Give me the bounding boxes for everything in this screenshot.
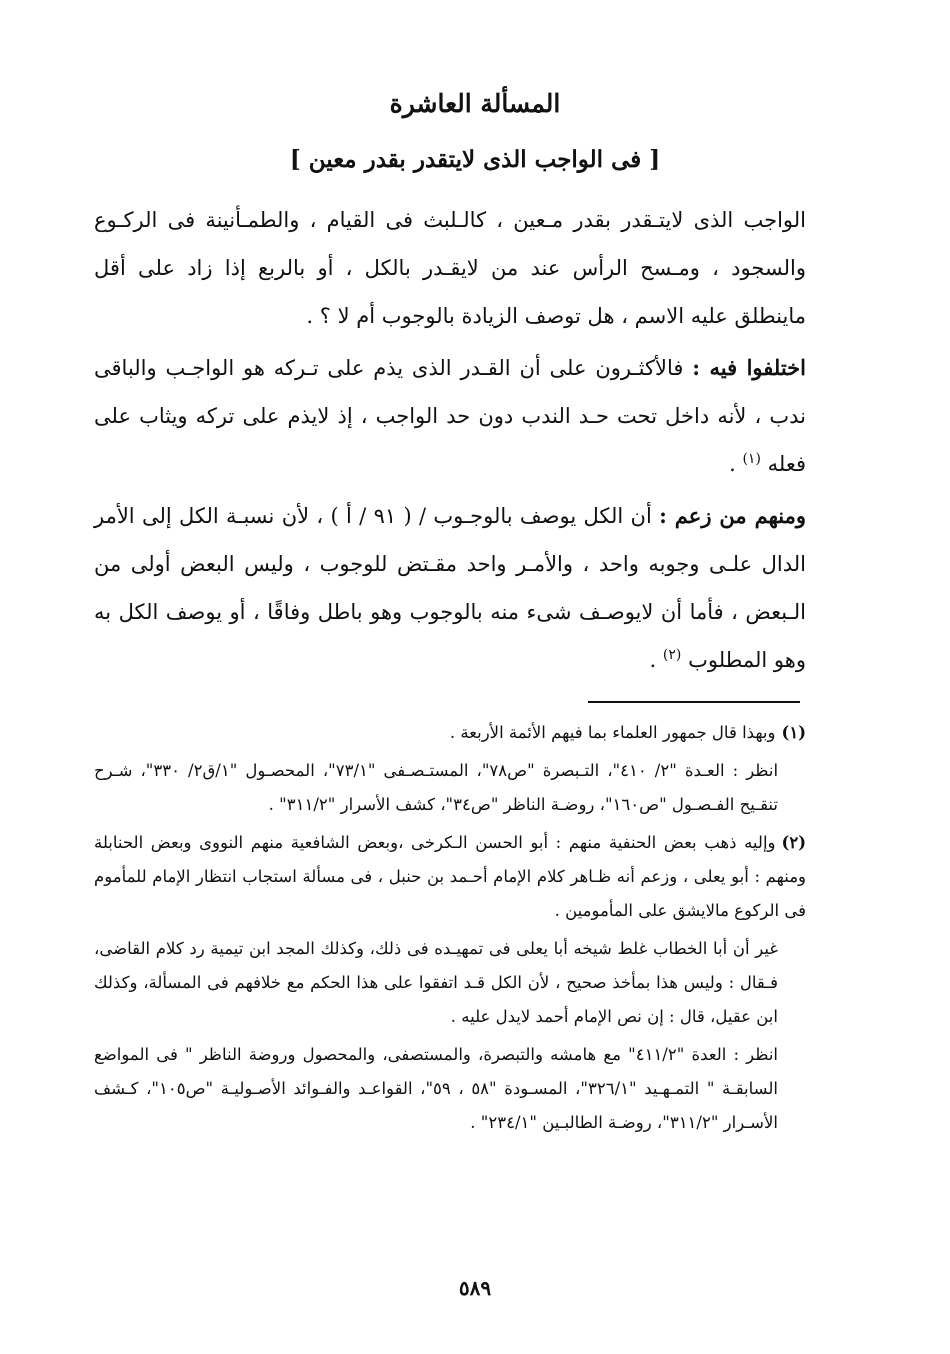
paragraph-minority-view bbox=[94, 492, 806, 684]
footnote-2-references: انظر : العدة "٤١١/٢" مع هامشه والتبصرة، والمستصفى، والمحصول وروضة الناظر " فى المواضع السابقـة " التمـهـيد "٣٢٦/١"، المسـودة "٥٨ ، ٥٩"، القواعـد والفـوائد الأصـوليـة "ص١٠٥"، كـشف الأسـرار "٣١١/٢"، روضـة الطالبـين "٢٣٤/١" . bbox=[94, 1045, 779, 1132]
chapter-title: المسألة العاشرة bbox=[389, 89, 561, 118]
footnote-ref-1: (١) bbox=[742, 451, 761, 467]
footnote-1 bbox=[94, 716, 806, 750]
footnote-2 bbox=[94, 826, 806, 928]
footnote-2-continuation: غير أن أبا الخطاب غلط شيخه أبا يعلى فى تمهيـده فى ذلك، وكذلك المجد ابن تيمية رد كلام القاضى، فـقال : وليس هذا بمأخذ صحيح ، لأن الكل قـد اتفقوا على هذا الحكم مع خلافهم فى المسألة، وكذلك ابن عقيل، قال : إن نص الإمام أحمد لايدل عليه . bbox=[94, 939, 778, 1026]
page-number: ٥٨٩ bbox=[458, 1276, 492, 1300]
paragraph-intro-text: الواجب الذى لايتـقدر بقدر مـعين ، كالـلبث فى القيام ، والطمـأنينة فى الركـوع والسجود ، ومـسح الرأس عند من لايقـدر بالكل ، أو بالربع إذا زاد على أقل ماينطلق عليه الاسم ، هل توصف الزيادة بالوجوب أم لا ؟ . bbox=[94, 208, 806, 328]
footnote-separator bbox=[588, 701, 800, 703]
chapter-subtitle: [ فى الواجب الذى لايتقدر بقدر معين ] bbox=[289, 146, 661, 173]
paragraph-body: أن الكل يوصف بالوجـوب / ( ٩١ / أ ) ، لأن نسبـة الكل إلى الأمر الدال علـى وجوبه واحد ، والأمـر واحد مقـتض للوجوب ، وليس البعض أولى من الـبعض ، فأما أن لايوصـف شىء منه بالوجوب وهو باطل وفاقًا ، أو يوصف الكل به وهو المطلوب bbox=[94, 504, 806, 672]
footnote-ref-2: (٢) bbox=[662, 647, 682, 663]
paragraph-end: . bbox=[729, 452, 736, 476]
footnote-text: وإليه ذهب بعض الحنفية منهم : أبو الحسن الـكرخى ،وبعض الشافعية منهم النووى وبعض الحنابلة ومنهم : أبو يعلى ، وزعم أنه ظـاهر كلام الإمام أحـمد بن حنبل ، فى مسألة استجاب انتظار الإمام للمأموم فى الركوع مالايشق على المأمومين . bbox=[94, 833, 806, 920]
paragraph-lead: ومنهم من زعم : bbox=[659, 503, 806, 528]
paragraph-end: . bbox=[649, 648, 657, 672]
footnote-number: (١) bbox=[781, 723, 806, 742]
paragraph-lead: اختلفوا فيه : bbox=[692, 355, 806, 380]
paragraph-majority-view bbox=[94, 344, 806, 488]
footnote-text: وبهذا قال جمهور العلماء بما فيهم الأئمة الأربعة . bbox=[449, 723, 776, 742]
paragraph-body: فالأكثـرون على أن القـدر الذى يذم على تـركه هو الواجـب والباقى ندب ، لأنه داخل تحت حـد الندب دون حد الواجب ، إذ لايذم على تركه ويثاب على فعله bbox=[94, 356, 806, 476]
paragraph-intro bbox=[94, 196, 806, 340]
footnote-1-references: انظر : العـدة "٢/ ٤١٠"، التـبصرة "ص٧٨"، المستـصـفى "٧٣/١"، المحصـول "١/ق٢/ ٣٣٠"، شـرح تنقـيح الفـصـول "ص١٦٠"، روضـة الناظر "ص٣٤"، كشف الأسرار "٣١١/٢" . bbox=[94, 761, 779, 814]
footnote-number: (٢) bbox=[781, 833, 806, 852]
footnotes bbox=[94, 716, 806, 1144]
